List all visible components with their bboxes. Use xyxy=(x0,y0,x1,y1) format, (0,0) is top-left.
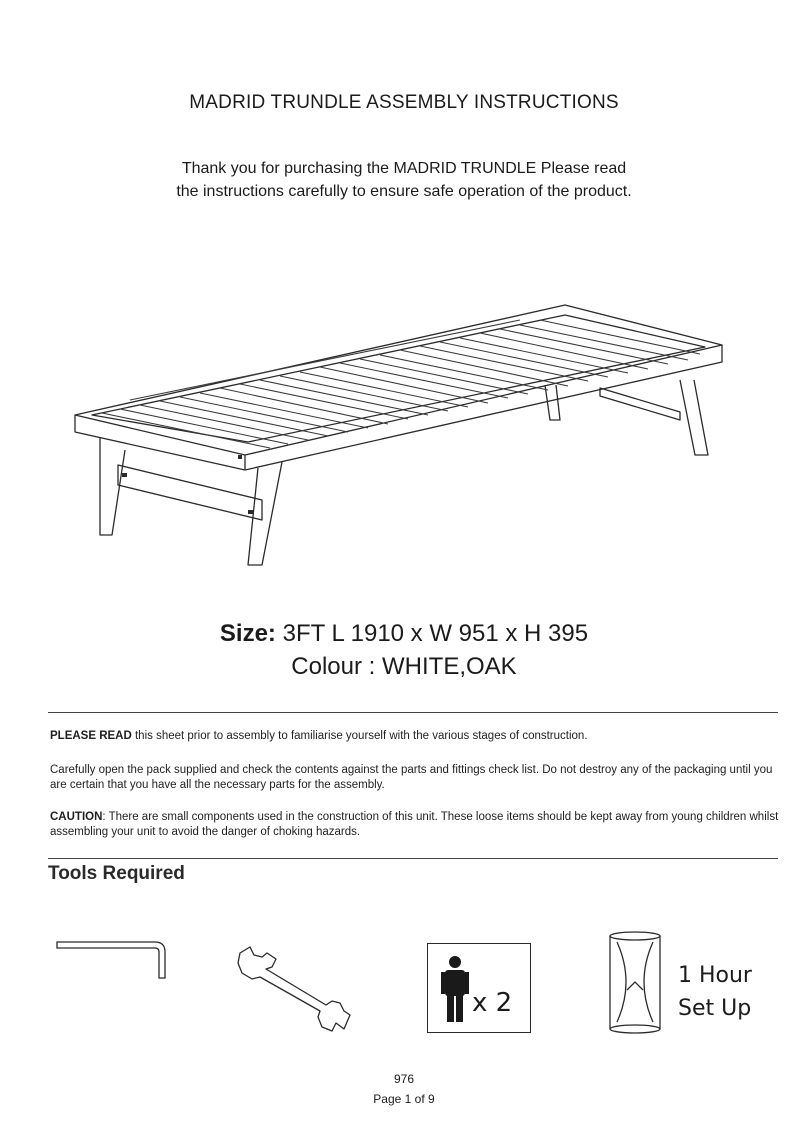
people-count: x 2 xyxy=(472,988,513,1018)
page-number: Page 1 of 9 xyxy=(373,1092,435,1106)
size-value: 3FT L 1910 x W 951 x H 395 xyxy=(282,620,589,647)
allen-key-icon xyxy=(55,938,175,983)
spanner-icon xyxy=(232,945,357,1035)
hourglass-icon xyxy=(605,930,665,1035)
open-pack-note: Carefully open the pack supplied and check the contents against the parts and fittings check list. Do not destroy any of the packaging until you are certain that you have all the necessary parts for the assembly. xyxy=(50,764,773,791)
tools-required-heading: Tools Required xyxy=(48,863,185,884)
trundle-bed-illustration xyxy=(60,290,750,590)
caution-note xyxy=(50,810,785,840)
colour-value: WHITE,OAK xyxy=(382,653,517,680)
please-read-note xyxy=(50,729,785,744)
setup-time-hours: 1 Hour xyxy=(678,963,752,988)
size-label: Size: xyxy=(219,620,276,647)
two-person-box xyxy=(427,943,531,1033)
document-title: MADRID TRUNDLE ASSEMBLY INSTRUCTIONS xyxy=(189,92,619,113)
intro-line-1: Thank you for purchasing the MADRID TRUNDLE Please read xyxy=(181,160,627,177)
please-read-text: this sheet prior to assembly to familiarise yourself with the various stages of construction. xyxy=(131,730,588,742)
size-spec xyxy=(0,620,808,648)
document-code: 976 xyxy=(393,1072,415,1086)
person-icon xyxy=(440,954,470,1024)
please-read-bold: PLEASE READ xyxy=(50,730,132,742)
intro-line-2: the instructions carefully to ensure safe operation of the product. xyxy=(176,183,632,200)
divider-top xyxy=(48,712,778,713)
setup-time-label: Set Up xyxy=(678,996,752,1021)
colour-spec xyxy=(0,653,808,681)
caution-text: : There are small components used in the construction of this unit. These loose items should be kept away from young children whilst assembling your unit to avoid the danger of choking hazards. xyxy=(50,811,779,838)
divider-bottom xyxy=(48,858,778,859)
colour-label: Colour : xyxy=(291,653,376,680)
caution-bold: CAUTION xyxy=(50,811,103,823)
